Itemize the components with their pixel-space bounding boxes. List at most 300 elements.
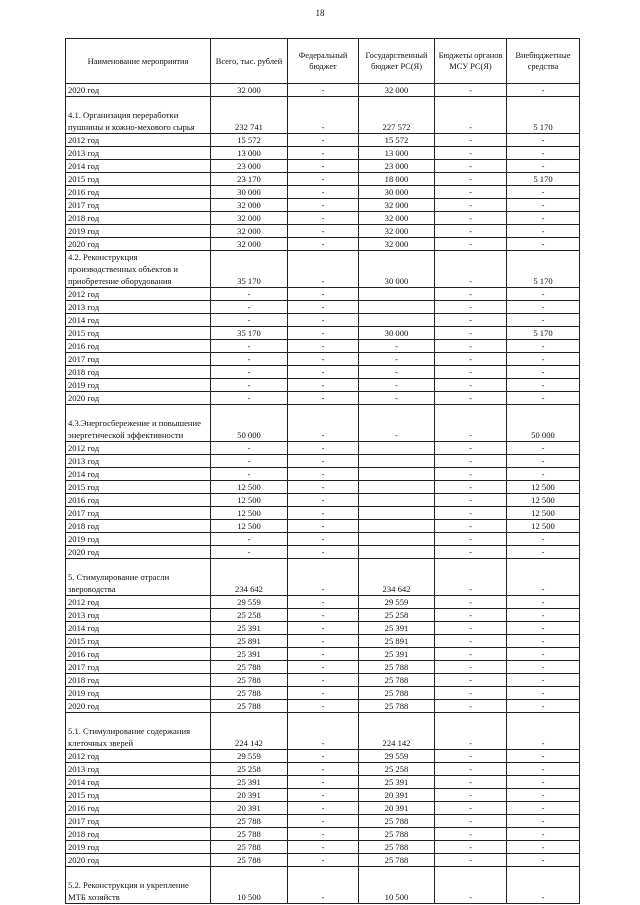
federal-cell: -: [288, 776, 359, 789]
event-name-cell: 2014 год: [66, 314, 211, 327]
federal-cell: -: [288, 596, 359, 609]
municipal-cell: -: [435, 533, 507, 546]
total-cell: -: [211, 392, 288, 405]
federal-cell: -: [288, 442, 359, 455]
event-name-cell: 2015 год: [66, 635, 211, 648]
total-cell: -: [211, 468, 288, 481]
municipal-cell: -: [435, 700, 507, 713]
federal-cell: -: [288, 160, 359, 173]
table-body: [66, 84, 580, 904]
extrabudgetary-cell: 5 170: [507, 173, 580, 186]
header-extrabudgetary: Внебюджетные средства: [507, 39, 580, 84]
section-row: [66, 867, 580, 904]
federal-cell: -: [288, 763, 359, 776]
total-cell: 25 788: [211, 700, 288, 713]
extrabudgetary-cell: -: [507, 455, 580, 468]
municipal-cell: -: [435, 841, 507, 854]
table-row: [66, 84, 580, 97]
total-cell: 12 500: [211, 494, 288, 507]
federal-cell: -: [288, 674, 359, 687]
municipal-cell: -: [435, 353, 507, 366]
municipal-cell: -: [435, 379, 507, 392]
extrabudgetary-cell: 5 170: [507, 327, 580, 340]
table-row: [66, 854, 580, 867]
state-cell: 25 258: [359, 763, 435, 776]
state-cell: 30 000: [359, 327, 435, 340]
municipal-cell: -: [435, 468, 507, 481]
event-name-cell: 2015 год: [66, 481, 211, 494]
table-row: [66, 468, 580, 481]
extrabudgetary-cell: -: [507, 763, 580, 776]
total-cell: -: [211, 288, 288, 301]
total-cell: 12 500: [211, 481, 288, 494]
budget-table: [65, 38, 580, 904]
state-cell: 18 000: [359, 173, 435, 186]
state-cell: 25 788: [359, 854, 435, 867]
table-row: [66, 828, 580, 841]
federal-cell: -: [288, 750, 359, 763]
extrabudgetary-cell: -: [507, 442, 580, 455]
federal-cell: -: [288, 481, 359, 494]
total-cell: 25 788: [211, 841, 288, 854]
extrabudgetary-cell: -: [507, 622, 580, 635]
municipal-cell: -: [435, 763, 507, 776]
total-cell: 13 000: [211, 147, 288, 160]
table-row: [66, 789, 580, 802]
municipal-cell: -: [435, 559, 507, 596]
municipal-cell: -: [435, 97, 507, 134]
section-row: [66, 713, 580, 750]
municipal-cell: -: [435, 442, 507, 455]
municipal-cell: -: [435, 789, 507, 802]
event-name-cell: 2013 год: [66, 147, 211, 160]
federal-cell: -: [288, 405, 359, 442]
federal-cell: -: [288, 559, 359, 596]
extrabudgetary-cell: -: [507, 134, 580, 147]
state-cell: -: [359, 340, 435, 353]
state-cell: -: [359, 405, 435, 442]
federal-cell: -: [288, 353, 359, 366]
state-cell: 23 000: [359, 160, 435, 173]
state-cell: 234 642: [359, 559, 435, 596]
federal-cell: -: [288, 84, 359, 97]
federal-cell: -: [288, 173, 359, 186]
extrabudgetary-cell: -: [507, 225, 580, 238]
extrabudgetary-cell: -: [507, 661, 580, 674]
event-name-cell: 5. Стимулирование отрасли звероводства: [66, 559, 211, 596]
event-name-cell: 2013 год: [66, 301, 211, 314]
table-row: [66, 147, 580, 160]
event-name-cell: 5.2. Реконструкция и укрепление МТБ хозяйств: [66, 867, 211, 904]
federal-cell: -: [288, 802, 359, 815]
extrabudgetary-cell: -: [507, 815, 580, 828]
event-name-cell: 2012 год: [66, 442, 211, 455]
municipal-cell: -: [435, 661, 507, 674]
total-cell: 25 391: [211, 622, 288, 635]
total-cell: -: [211, 455, 288, 468]
extrabudgetary-cell: -: [507, 546, 580, 559]
municipal-cell: -: [435, 828, 507, 841]
table-row: [66, 687, 580, 700]
extrabudgetary-cell: 12 500: [507, 507, 580, 520]
state-cell: 25 891: [359, 635, 435, 648]
municipal-cell: -: [435, 609, 507, 622]
table-row: [66, 340, 580, 353]
state-cell: 15 572: [359, 134, 435, 147]
table-row: [66, 750, 580, 763]
state-cell: 32 000: [359, 238, 435, 251]
state-cell: [359, 442, 435, 455]
state-cell: [359, 546, 435, 559]
total-cell: -: [211, 353, 288, 366]
federal-cell: -: [288, 533, 359, 546]
event-name-cell: 2019 год: [66, 687, 211, 700]
total-cell: -: [211, 314, 288, 327]
federal-cell: -: [288, 687, 359, 700]
extrabudgetary-cell: -: [507, 789, 580, 802]
state-cell: 25 788: [359, 815, 435, 828]
event-name-cell: 2019 год: [66, 225, 211, 238]
state-cell: 25 391: [359, 648, 435, 661]
section-row: [66, 559, 580, 596]
state-cell: 32 000: [359, 212, 435, 225]
total-cell: 32 000: [211, 84, 288, 97]
federal-cell: -: [288, 622, 359, 635]
federal-cell: -: [288, 494, 359, 507]
municipal-cell: -: [435, 622, 507, 635]
federal-cell: -: [288, 147, 359, 160]
extrabudgetary-cell: 5 170: [507, 97, 580, 134]
page-number: 18: [315, 8, 325, 18]
header-municipal-budget: Бюджеты органов МСУ РС(Я): [435, 39, 507, 84]
municipal-cell: -: [435, 147, 507, 160]
state-cell: 32 000: [359, 199, 435, 212]
state-cell: -: [359, 379, 435, 392]
municipal-cell: -: [435, 199, 507, 212]
event-name-cell: 2018 год: [66, 212, 211, 225]
table-row: [66, 648, 580, 661]
state-cell: 227 572: [359, 97, 435, 134]
municipal-cell: -: [435, 546, 507, 559]
extrabudgetary-cell: -: [507, 314, 580, 327]
state-cell: [359, 314, 435, 327]
federal-cell: -: [288, 238, 359, 251]
federal-cell: -: [288, 392, 359, 405]
event-name-cell: 2020 год: [66, 854, 211, 867]
table-row: [66, 815, 580, 828]
federal-cell: -: [288, 867, 359, 904]
extrabudgetary-cell: -: [507, 160, 580, 173]
municipal-cell: -: [435, 314, 507, 327]
extrabudgetary-cell: -: [507, 596, 580, 609]
table-row: [66, 546, 580, 559]
total-cell: 25 258: [211, 763, 288, 776]
extrabudgetary-cell: -: [507, 212, 580, 225]
federal-cell: -: [288, 700, 359, 713]
state-cell: -: [359, 353, 435, 366]
table-row: [66, 596, 580, 609]
federal-cell: -: [288, 212, 359, 225]
federal-cell: -: [288, 134, 359, 147]
table-row: [66, 700, 580, 713]
table-row: [66, 314, 580, 327]
table-row: [66, 661, 580, 674]
total-cell: 50 000: [211, 405, 288, 442]
table-row: [66, 392, 580, 405]
federal-cell: -: [288, 815, 359, 828]
state-cell: [359, 533, 435, 546]
municipal-cell: -: [435, 134, 507, 147]
event-name-cell: 2020 год: [66, 238, 211, 251]
municipal-cell: -: [435, 674, 507, 687]
total-cell: 232 741: [211, 97, 288, 134]
total-cell: 25 258: [211, 609, 288, 622]
federal-cell: -: [288, 609, 359, 622]
event-name-cell: 4.2. Реконструкция производственных объектов и приобретение оборудования: [66, 251, 211, 288]
municipal-cell: -: [435, 802, 507, 815]
table-row: [66, 173, 580, 186]
table-row: [66, 301, 580, 314]
municipal-cell: -: [435, 507, 507, 520]
state-cell: 20 391: [359, 789, 435, 802]
event-name-cell: 2018 год: [66, 520, 211, 533]
municipal-cell: -: [435, 815, 507, 828]
total-cell: 25 788: [211, 854, 288, 867]
extrabudgetary-cell: -: [507, 867, 580, 904]
header-event-name: Наименование мероприятия: [66, 39, 211, 84]
municipal-cell: -: [435, 750, 507, 763]
table-row: [66, 379, 580, 392]
state-cell: 25 258: [359, 609, 435, 622]
total-cell: 25 891: [211, 635, 288, 648]
event-name-cell: 2013 год: [66, 609, 211, 622]
state-cell: 25 788: [359, 687, 435, 700]
event-name-cell: 2019 год: [66, 841, 211, 854]
table-row: [66, 481, 580, 494]
federal-cell: -: [288, 455, 359, 468]
table-row: [66, 674, 580, 687]
federal-cell: -: [288, 507, 359, 520]
extrabudgetary-cell: -: [507, 147, 580, 160]
total-cell: 25 391: [211, 776, 288, 789]
total-cell: 32 000: [211, 199, 288, 212]
federal-cell: -: [288, 314, 359, 327]
event-name-cell: 2012 год: [66, 134, 211, 147]
extrabudgetary-cell: -: [507, 635, 580, 648]
total-cell: -: [211, 546, 288, 559]
federal-cell: -: [288, 661, 359, 674]
federal-cell: -: [288, 635, 359, 648]
section-row: [66, 405, 580, 442]
event-name-cell: 2015 год: [66, 789, 211, 802]
municipal-cell: -: [435, 340, 507, 353]
total-cell: 25 788: [211, 815, 288, 828]
total-cell: 29 559: [211, 750, 288, 763]
total-cell: -: [211, 379, 288, 392]
table-header-row: [66, 39, 580, 84]
table-row: [66, 225, 580, 238]
event-name-cell: 2016 год: [66, 186, 211, 199]
event-name-cell: 2015 год: [66, 173, 211, 186]
state-cell: 30 000: [359, 186, 435, 199]
state-cell: 29 559: [359, 596, 435, 609]
state-cell: 32 000: [359, 225, 435, 238]
table-row: [66, 186, 580, 199]
extrabudgetary-cell: -: [507, 468, 580, 481]
table-row: [66, 134, 580, 147]
extrabudgetary-cell: -: [507, 713, 580, 750]
state-cell: 25 788: [359, 661, 435, 674]
federal-cell: -: [288, 379, 359, 392]
event-name-cell: 2018 год: [66, 366, 211, 379]
table-row: [66, 802, 580, 815]
event-name-cell: 2013 год: [66, 763, 211, 776]
state-cell: [359, 494, 435, 507]
municipal-cell: -: [435, 251, 507, 288]
total-cell: 23 170: [211, 173, 288, 186]
extrabudgetary-cell: -: [507, 353, 580, 366]
event-name-cell: 2014 год: [66, 622, 211, 635]
total-cell: 12 500: [211, 520, 288, 533]
total-cell: 25 788: [211, 687, 288, 700]
event-name-cell: 2017 год: [66, 815, 211, 828]
event-name-cell: 2017 год: [66, 199, 211, 212]
table-row: [66, 199, 580, 212]
total-cell: 20 391: [211, 802, 288, 815]
federal-cell: -: [288, 828, 359, 841]
table-row: [66, 841, 580, 854]
extrabudgetary-cell: -: [507, 854, 580, 867]
table-row: [66, 507, 580, 520]
extrabudgetary-cell: -: [507, 84, 580, 97]
federal-cell: -: [288, 225, 359, 238]
extrabudgetary-cell: -: [507, 392, 580, 405]
event-name-cell: 2017 год: [66, 661, 211, 674]
total-cell: 12 500: [211, 507, 288, 520]
table-row: [66, 442, 580, 455]
event-name-cell: 2019 год: [66, 533, 211, 546]
extrabudgetary-cell: -: [507, 340, 580, 353]
state-cell: [359, 455, 435, 468]
state-cell: 30 000: [359, 251, 435, 288]
extrabudgetary-cell: -: [507, 533, 580, 546]
extrabudgetary-cell: -: [507, 366, 580, 379]
municipal-cell: -: [435, 238, 507, 251]
table-row: [66, 763, 580, 776]
federal-cell: -: [288, 97, 359, 134]
event-name-cell: 2018 год: [66, 674, 211, 687]
table-row: [66, 533, 580, 546]
municipal-cell: -: [435, 160, 507, 173]
total-cell: -: [211, 340, 288, 353]
municipal-cell: -: [435, 186, 507, 199]
municipal-cell: -: [435, 405, 507, 442]
total-cell: 234 642: [211, 559, 288, 596]
municipal-cell: -: [435, 288, 507, 301]
event-name-cell: 2012 год: [66, 596, 211, 609]
state-cell: 25 788: [359, 674, 435, 687]
state-cell: [359, 288, 435, 301]
event-name-cell: 2014 год: [66, 468, 211, 481]
event-name-cell: 2019 год: [66, 379, 211, 392]
state-cell: 29 559: [359, 750, 435, 763]
total-cell: 29 559: [211, 596, 288, 609]
table-row: [66, 160, 580, 173]
event-name-cell: 2016 год: [66, 648, 211, 661]
event-name-cell: 2020 год: [66, 392, 211, 405]
municipal-cell: -: [435, 635, 507, 648]
extrabudgetary-cell: -: [507, 776, 580, 789]
federal-cell: -: [288, 327, 359, 340]
extrabudgetary-cell: 50 000: [507, 405, 580, 442]
event-name-cell: 4.3.Энергосбережение и повышение энергетической эффективности: [66, 405, 211, 442]
section-row: [66, 251, 580, 288]
header-total: Всего, тыс. рублей: [211, 39, 288, 84]
table-row: [66, 353, 580, 366]
state-cell: 13 000: [359, 147, 435, 160]
extrabudgetary-cell: -: [507, 674, 580, 687]
total-cell: 10 500: [211, 867, 288, 904]
extrabudgetary-cell: -: [507, 559, 580, 596]
total-cell: 35 170: [211, 327, 288, 340]
municipal-cell: -: [435, 596, 507, 609]
event-name-cell: 2018 год: [66, 828, 211, 841]
municipal-cell: -: [435, 854, 507, 867]
state-cell: -: [359, 392, 435, 405]
table-row: [66, 622, 580, 635]
municipal-cell: -: [435, 455, 507, 468]
federal-cell: -: [288, 841, 359, 854]
event-name-cell: 2017 год: [66, 353, 211, 366]
federal-cell: -: [288, 366, 359, 379]
extrabudgetary-cell: -: [507, 802, 580, 815]
state-cell: 20 391: [359, 802, 435, 815]
total-cell: -: [211, 442, 288, 455]
municipal-cell: -: [435, 687, 507, 700]
municipal-cell: -: [435, 713, 507, 750]
table-row: [66, 288, 580, 301]
table-row: [66, 327, 580, 340]
event-name-cell: 2014 год: [66, 776, 211, 789]
total-cell: -: [211, 533, 288, 546]
extrabudgetary-cell: -: [507, 609, 580, 622]
extrabudgetary-cell: -: [507, 841, 580, 854]
event-name-cell: 2017 год: [66, 507, 211, 520]
municipal-cell: -: [435, 327, 507, 340]
state-cell: 10 500: [359, 867, 435, 904]
federal-cell: -: [288, 251, 359, 288]
municipal-cell: -: [435, 481, 507, 494]
municipal-cell: -: [435, 173, 507, 186]
total-cell: 25 788: [211, 674, 288, 687]
event-name-cell: 2016 год: [66, 802, 211, 815]
state-cell: 25 391: [359, 622, 435, 635]
total-cell: -: [211, 366, 288, 379]
total-cell: 30 000: [211, 186, 288, 199]
extrabudgetary-cell: -: [507, 750, 580, 763]
federal-cell: -: [288, 468, 359, 481]
extrabudgetary-cell: -: [507, 199, 580, 212]
extrabudgetary-cell: -: [507, 238, 580, 251]
total-cell: 32 000: [211, 238, 288, 251]
total-cell: 23 000: [211, 160, 288, 173]
state-cell: [359, 520, 435, 533]
event-name-cell: 2013 год: [66, 455, 211, 468]
event-name-cell: 2016 год: [66, 494, 211, 507]
state-cell: 25 788: [359, 841, 435, 854]
state-cell: 25 788: [359, 828, 435, 841]
extrabudgetary-cell: 12 500: [507, 494, 580, 507]
